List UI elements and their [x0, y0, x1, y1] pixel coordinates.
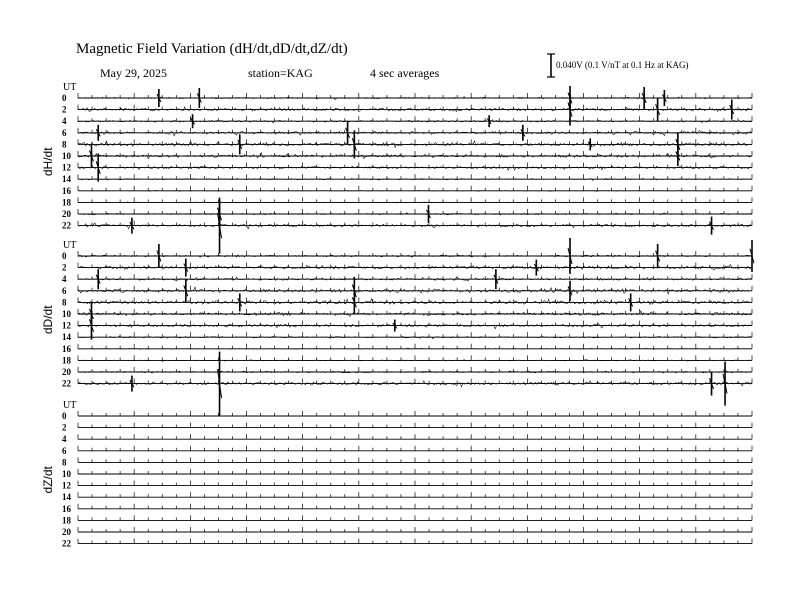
row-label: 0 — [62, 93, 67, 103]
row-label: 20 — [62, 367, 71, 377]
row-label: 12 — [62, 162, 71, 173]
row-label: 16 — [62, 343, 71, 354]
chart-station: station=KAG — [248, 66, 313, 80]
chart-date: May 29, 2025 — [100, 66, 167, 80]
ut-label: UT — [63, 82, 77, 93]
row-label: 18 — [62, 355, 71, 366]
panel-3 — [41, 400, 752, 549]
row-label: 10 — [62, 151, 71, 161]
row-label: 8 — [62, 139, 67, 150]
row-label: 0 — [62, 411, 67, 421]
row-label: 16 — [62, 503, 71, 514]
row-label: 14 — [62, 174, 71, 185]
row-label: 0 — [62, 251, 67, 261]
row-label: 2 — [62, 104, 67, 115]
chart-title: Magnetic Field Variation (dH/dt,dD/dt,dZ/dt) — [76, 41, 348, 57]
row-label: 6 — [62, 445, 67, 456]
panels — [41, 82, 754, 549]
row-label: 18 — [62, 197, 71, 208]
row-label: 8 — [62, 457, 67, 468]
row-label: 20 — [62, 527, 71, 537]
row-label: 6 — [62, 285, 67, 296]
row-label: 22 — [62, 538, 71, 549]
scale-bar-label: 0.040V (0.1 V/nT at 0.1 Hz at KAG) — [556, 60, 689, 70]
row-label: 20 — [62, 209, 71, 219]
chart-averaging: 4 sec averages — [370, 66, 440, 80]
scale-bar — [547, 54, 689, 77]
row-label: 16 — [62, 185, 71, 196]
row-label: 8 — [62, 297, 67, 308]
row-label: 14 — [62, 492, 71, 503]
row-label: 12 — [62, 320, 71, 331]
row-label: 4 — [62, 274, 67, 285]
row-label: 10 — [62, 309, 71, 319]
row-label: 4 — [62, 116, 67, 127]
row-label: 2 — [62, 262, 67, 273]
panel-label: dZ/dt — [41, 466, 55, 494]
row-label: 4 — [62, 434, 67, 445]
row-label: 22 — [62, 378, 71, 389]
panel-label: dD/dt — [41, 305, 55, 335]
row-label: 18 — [62, 515, 71, 526]
row-label: 12 — [62, 480, 71, 491]
panel-label: dH/dt — [41, 147, 55, 177]
row-label: 2 — [62, 422, 67, 433]
row-label: 6 — [62, 127, 67, 138]
row-label: 22 — [62, 220, 71, 231]
ut-label: UT — [63, 240, 77, 251]
row-label: 10 — [62, 469, 71, 479]
panel-2 — [41, 238, 754, 416]
row-label: 14 — [62, 332, 71, 343]
panel-1 — [41, 82, 752, 254]
ut-label: UT — [63, 400, 77, 411]
